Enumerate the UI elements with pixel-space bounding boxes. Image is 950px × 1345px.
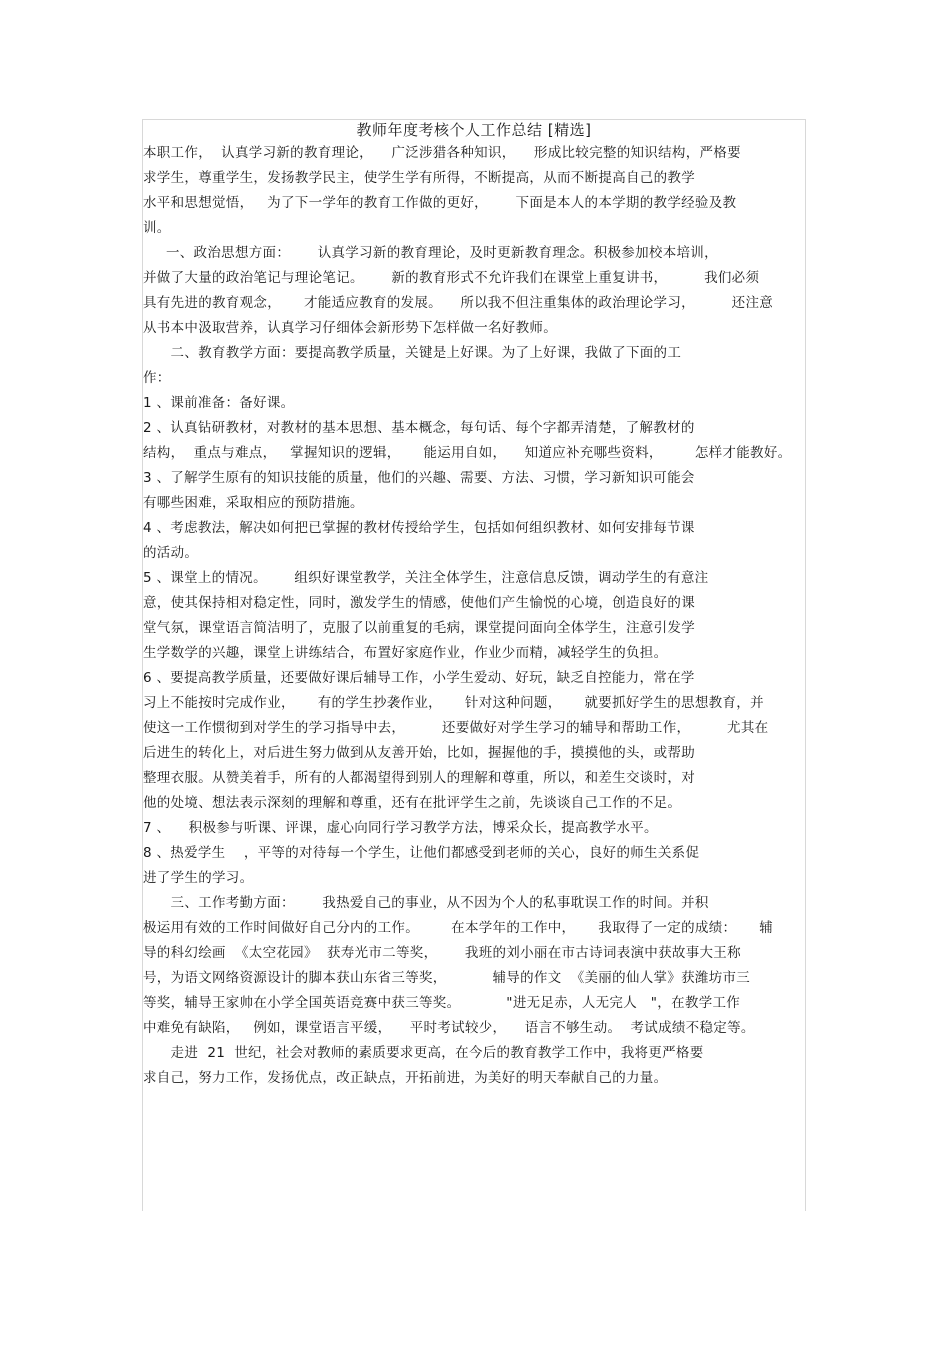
text-line: 训。 (143, 220, 171, 236)
text-line: 使这一工作惯彻到对学生的学习指导中去， 还要做好对学生学习的辅导和帮助工作， 尤其在 (143, 720, 769, 736)
text-line: 6 、要提高教学质量，还要做好课后辅导工作，小学生爱动、好玩，缺乏自控能力，常在学 (143, 670, 695, 686)
text-line: 从书本中汲取营养，认真学习仔细体会新形势下怎样做一名好教师。 (143, 320, 557, 336)
text-line: 3 、了解学生原有的知识技能的质量，他们的兴趣、需要、方法、习惯，学习新知识可能会 (143, 470, 695, 486)
text-line: 有哪些困难，采取相应的预防措施。 (143, 495, 364, 511)
text-line: 堂气氛，课堂语言简洁明了，克服了以前重复的毛病，课堂提问面向全体学生，注意引发学 (143, 620, 695, 636)
text-line: 8 、热爱学生 ，平等的对待每一个学生，让他们都感受到老师的关心，良好的师生关系促 (143, 845, 700, 861)
text-line: 他的处境、想法表示深刻的理解和尊重，还有在批评学生之前，先谈谈自己工作的不足。 (143, 795, 682, 811)
text-line: 并做了大量的政治笔记与理论笔记。 新的教育形式不允许我们在课堂上重复讲书， 我们必须 (143, 270, 760, 286)
text-line: 水平和思想觉悟， 为了下一学年的教育工作做的更好， 下面是本人的本学期的教学经验及教 (143, 195, 737, 211)
text-line: 进了学生的学习。 (143, 870, 254, 886)
text-line: 具有先进的教育观念， 才能适应教育的发展。 所以我不但注重集体的政治理论学习， 还注意 (143, 295, 774, 311)
text-line: 求自己，努力工作，发扬优点，改正缺点，开拓前进，为美好的明天奉献自己的力量。 (143, 1070, 668, 1086)
text-line: 后进生的转化上，对后进生努力做到从友善开始，比如，握握他的手，摸摸他的头，或帮助 (143, 745, 695, 761)
text-line: 意，使其保持相对稳定性，同时，激发学生的情感，使他们产生愉悦的心境，创造良好的课 (143, 595, 695, 611)
text-line: 二、教育教学方面：要提高教学质量，关键是上好课。为了上好课，我做了下面的工 (143, 345, 682, 361)
text-line: 的活动。 (143, 545, 199, 561)
text-line: 一、政治思想方面： 认真学习新的教育理论，及时更新教育理念。积极参加校本培训， (143, 245, 718, 261)
text-line: 生学数学的兴趣，课堂上讲练结合，布置好家庭作业，作业少而精，减轻学生的负担。 (143, 645, 668, 661)
text-line: 本职工作， 认真学习新的教育理论， 广泛涉猎各种知识， 形成比较完整的知识结构，严格要 (143, 145, 741, 161)
text-line: 结构， 重点与难点， 掌握知识的逻辑， 能运用自如， 知道应补充哪些资料， 怎样才能教好。 (143, 445, 792, 461)
text-line: 中难免有缺陷， 例如，课堂语言平缓， 平时考试较少， 语言不够生动。 考试成绩不稳定等。 (143, 1020, 755, 1036)
text-line: 走进 21 世纪，社会对教师的素质要求更高，在今后的教育教学工作中，我将更严格要 (143, 1045, 704, 1061)
text-line: 极运用有效的工作时间做好自己分内的工作。 在本学年的工作中， 我取得了一定的成绩： 辅 (143, 920, 774, 936)
text-line: 作： (143, 370, 171, 386)
text-line: 导的科幻绘画 《太空花园》 获寿光市二等奖， 我班的刘小丽在市古诗词表演中获故事大王称 (143, 945, 741, 961)
text-line: 4 、考虑教法，解决如何把已掌握的教材传授给学生，包括如何组织教材、如何安排每节课 (143, 520, 695, 536)
text-line: 2 、认真钻研教材，对教材的基本思想、基本概念，每句话、每个字都弄清楚，了解教材的 (143, 420, 695, 436)
document-title: 教师年度考核个人工作总结 [精选] (356, 121, 592, 139)
text-line: 号，为语文网络资源设计的脚本获山东省三等奖， 辅导的作文 《美丽的仙人掌》获潍坊市三 (143, 970, 751, 986)
text-line: 整理衣服。从赞美着手，所有的人都渴望得到别人的理解和尊重，所以，和差生交谈时，对 (143, 770, 695, 786)
text-line: 1 、课前准备：备好课。 (143, 395, 295, 411)
text-line: 等奖，辅导王家帅在小学全国英语竞赛中获三等奖。 "进无足赤，人无完人 "，在教学工作 (143, 995, 741, 1011)
text-line: 5 、课堂上的情况。 组织好课堂教学，关注全体学生，注意信息反馈，调动学生的有意注 (143, 570, 709, 586)
text-line: 求学生，尊重学生，发扬教学民主，使学生学有所得，不断提高，从而不断提高自己的教学 (143, 170, 695, 186)
text-line: 习上不能按时完成作业， 有的学生抄袭作业， 针对这种问题， 就要抓好学生的思想教育，并 (143, 695, 764, 711)
text-line: 三、工作考勤方面： 我热爱自己的事业，从不因为个人的私事耽误工作的时间。并积 (143, 895, 709, 911)
text-line: 7 、 积极参与听课、评课，虚心向同行学习教学方法，博采众长，提高教学水平。 (143, 820, 658, 836)
